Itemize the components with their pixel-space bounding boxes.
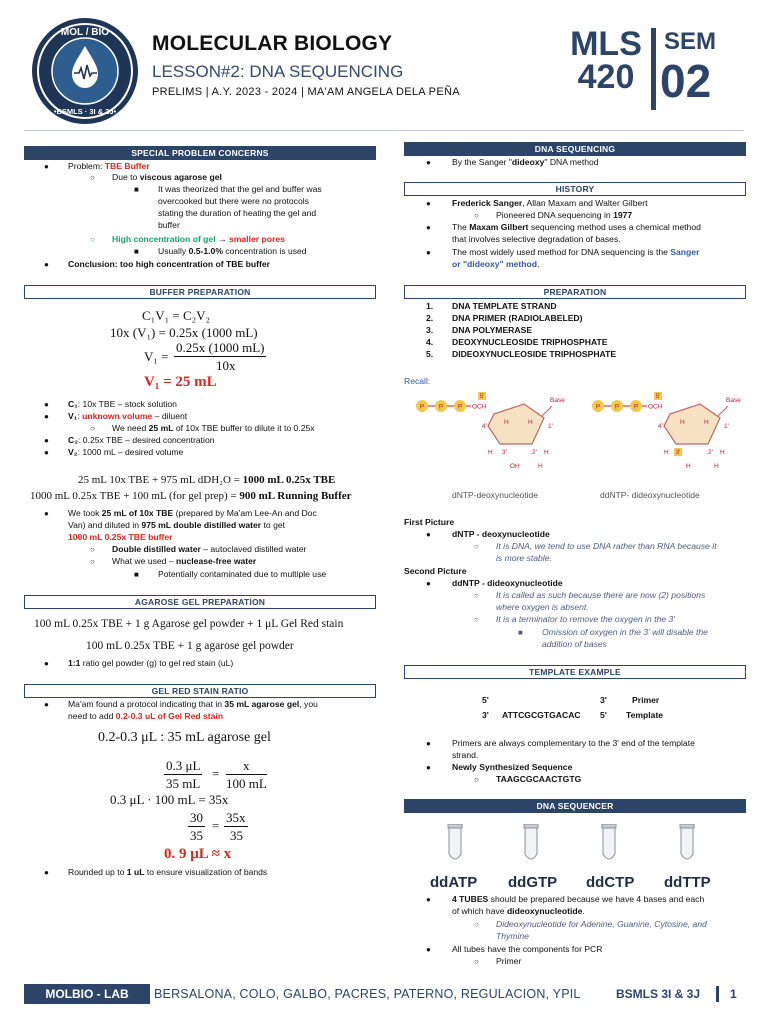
svg-text:1': 1' <box>548 423 553 430</box>
svg-text:H: H <box>714 463 719 470</box>
cause-line: Due to viscous agarose gel <box>112 172 222 182</box>
took-line-2: Van) and diluted in 975 mL double distilled water to get <box>68 520 286 530</box>
primer-item: Primer <box>496 956 522 966</box>
bullet: ○ <box>90 173 95 182</box>
svg-text:P: P <box>457 403 463 411</box>
dntp-structure <box>416 392 565 500</box>
bullet: ● <box>426 739 431 748</box>
water-used-line: What we used – nuclease-free water <box>112 556 257 566</box>
bullet: ● <box>426 895 431 904</box>
primer-note-1: Primers are always complementary to the 3' end of the template <box>452 738 695 748</box>
history-line-2: Pioneered DNA sequencing in 1977 <box>496 210 633 220</box>
svg-text:4': 4' <box>658 423 663 430</box>
ddntp-note-3: It is a terminator to remove the oxygen in the 3' <box>496 614 675 624</box>
primer-label: Primer <box>632 695 660 705</box>
dntp-term: dNTP - deoxynucleotide <box>452 529 550 539</box>
prep-item-dntp: DEOXYNUCLEOSIDE TRIPHOSPHATE <box>452 337 608 347</box>
bullet: ● <box>44 659 49 668</box>
c1-definition: C₁: 10x TBE – stock solution <box>68 399 177 409</box>
svg-text:H: H <box>686 463 691 470</box>
template-label: Template <box>626 710 664 720</box>
agarose-equation-full: 100 mL 0.25x TBE + 1 g Agarose gel powder + 1 μL Gel Red stain <box>34 618 344 630</box>
svg-text:3': 3' <box>675 449 681 456</box>
dntp-note-1: It is DNA, we tend to use DNA rather than RNA because it <box>496 541 717 551</box>
page-footer <box>24 984 744 1004</box>
history-line-5: The most widely used method for DNA sequencing is the Sanger <box>452 247 700 257</box>
svg-text:H: H <box>544 449 549 456</box>
tube-label-ddatp: ddATP <box>430 874 478 891</box>
concentration-line: High concentration of gel → smaller pores <box>112 234 285 244</box>
history-heading: HISTORY <box>404 182 746 196</box>
svg-text:2': 2' <box>532 449 537 456</box>
template-example-heading: TEMPLATE EXAMPLE <box>404 665 746 679</box>
ddntp-caption: ddNTP- dideoxynucleotide <box>600 490 700 500</box>
equation-substitution: 10x (V₁) = 0.25x (1000 mL) <box>110 325 258 340</box>
svg-text:P: P <box>633 403 639 411</box>
fraction-2-numerator: x <box>226 758 267 775</box>
special-problem-heading: SPECIAL PROBLEM CONCERNS <box>24 146 376 160</box>
course-code <box>566 25 646 96</box>
bullet: ○ <box>90 235 95 244</box>
equation-v1-denominator: 10x <box>216 358 236 373</box>
svg-text:H: H <box>528 419 533 426</box>
ddntp-note-5: addition of bases <box>542 639 607 649</box>
fraction-2-denominator: 100 mL <box>226 776 267 791</box>
equation-v1-lhs: V₁ = <box>144 349 169 364</box>
svg-text:H: H <box>680 419 685 426</box>
v2-definition: V₂: 1000 mL – desired volume <box>68 447 184 457</box>
primer-3-prime: 3' <box>600 695 607 705</box>
bullet: ■ <box>134 570 139 579</box>
bullet: ● <box>44 436 49 445</box>
tubes-note-1: 4 TUBES should be prepared because we have 4 bases and each <box>452 894 705 904</box>
svg-text:H: H <box>664 449 669 456</box>
bullet: ○ <box>90 424 95 433</box>
svg-text:H: H <box>704 419 709 426</box>
equation-v1-result: V₁ = 25 mL <box>144 374 217 390</box>
equation-dilution: C₁V₁ = C₂V₂ <box>142 308 211 323</box>
bullet: ■ <box>518 628 523 637</box>
buffer-preparation-heading: BUFFER PREPARATION <box>24 285 376 299</box>
svg-text:H: H <box>720 449 725 456</box>
svg-text:P: P <box>438 403 444 411</box>
svg-text:P: P <box>614 403 620 411</box>
semester-number: 02 <box>660 55 712 107</box>
bullet: ○ <box>90 545 95 554</box>
tubes-note-3: Dideoxynucleotide for Adenine, Guanine, Cytosine, and <box>496 919 707 929</box>
v1-explanation: We need 25 mL of 10x TBE buffer to dilute it to 0.25x <box>112 423 315 433</box>
double-distilled-line: Double distilled water – autoclaved distilled water <box>112 544 307 554</box>
cross-multiplication: 0.3 μL · 100 mL = 35x <box>110 792 229 807</box>
bullet: ○ <box>474 542 479 551</box>
history-line-4: that involves selective degradation of bases. <box>452 234 621 244</box>
tube-icon <box>680 824 694 859</box>
semester-label: SEM <box>664 28 717 55</box>
v1-definition: V₁: unknown volume – diluent <box>68 411 188 421</box>
logo-bottom-text: •BSMLS · 3I & 3J• <box>53 107 117 116</box>
agarose-gel-heading: AGAROSE GEL PREPARATION <box>24 595 376 609</box>
ddntp-note-1: It is called as such because there are now (2) positions <box>496 590 706 600</box>
footer-divider <box>716 986 719 1002</box>
footer-section: BSMLS 3I & 3J <box>616 987 701 1001</box>
prep-item-ddntp: DIDEOXYNUCLEOSIDE TRIPHOSPHATE <box>452 349 617 359</box>
svg-text:4': 4' <box>482 423 487 430</box>
bullet: ● <box>44 412 49 421</box>
tube-icon <box>602 824 616 859</box>
course-code-letters: MLS <box>570 25 642 63</box>
svg-text:OH: OH <box>510 463 520 470</box>
tubes-note-2: of which have dideoxynucleotide. <box>452 906 585 916</box>
bullet: ● <box>426 763 431 772</box>
bullet: ● <box>426 223 431 232</box>
second-picture-label: Second Picture <box>404 566 467 576</box>
equation-v1-numerator: 0.25x (1000 mL) <box>176 340 265 355</box>
svg-text:OCH: OCH <box>648 403 663 411</box>
gel-red-result: 0. 9 μL ≈ x <box>164 846 232 862</box>
theory-line-2: overcooked but there were no protocols <box>158 196 309 206</box>
bullet: ■ <box>134 247 139 256</box>
protocol-line-1: Ma'am found a protocol indicating that in 35 mL agarose gel, you <box>68 699 318 709</box>
svg-text:Base: Base <box>550 397 565 404</box>
prep-number: 1. <box>426 301 434 311</box>
ratio-equation: 0.2-0.3 μL : 35 mL agarose gel <box>98 730 271 745</box>
prep-number: 3. <box>426 325 434 335</box>
tube-label-ddttp: ddTTP <box>664 874 711 891</box>
fraction-1-denominator: 35 mL <box>166 776 201 791</box>
tube-icon <box>524 824 538 859</box>
fraction-4-denominator: 35 <box>230 828 243 843</box>
tube-icon <box>448 824 462 859</box>
header-divider <box>651 28 656 110</box>
tube-label-ddctp: ddCTP <box>586 874 635 891</box>
page-number: 1 <box>730 987 737 1001</box>
bullet: ● <box>44 448 49 457</box>
footer-authors: BERSALONA, COLO, GALBO, PACRES, PATERNO, REGULACION, YPIL <box>154 987 581 1001</box>
problem-line: Problem: TBE Buffer <box>68 161 150 171</box>
usual-concentration-line: Usually 0.5-1.0% concentration is used <box>158 246 307 256</box>
svg-text:5': 5' <box>655 393 661 400</box>
took-line-1: We took 25 mL of 10x TBE (prepared by Ma'am Lee-An and Doc <box>68 508 317 518</box>
fraction-3-denominator: 35 <box>190 828 203 843</box>
bullet: ○ <box>474 920 479 929</box>
logo-text: MOL / BIO <box>60 27 110 38</box>
course-logo <box>30 16 140 126</box>
ddntp-note-4: Omission of oxygen in the 3' will disable the <box>542 627 708 637</box>
protocol-line-2: need to add 0.2-0.3 uL of Gel Red stain <box>68 711 224 721</box>
bullet: ● <box>426 530 431 539</box>
svg-text:H: H <box>488 449 493 456</box>
prep-item-primer: DNA PRIMER (RADIOLABELED) <box>452 313 583 323</box>
gel-red-heading: GEL RED STAIN RATIO <box>24 684 376 698</box>
theory-line-4: buffer <box>158 220 180 230</box>
history-line-3: The Maxam Gilbert sequencing method uses a chemical method <box>452 222 701 232</box>
bullet: ● <box>426 248 431 257</box>
tubes-note-4: Thymine <box>496 931 529 941</box>
template-5-prime: 5' <box>600 710 607 720</box>
history-line-1: Frederick Sanger, Allan Maxam and Walter Gilbert <box>452 198 648 208</box>
svg-text:H: H <box>504 419 509 426</box>
conclusion-line: Conclusion: too high concentration of TBE buffer <box>68 259 270 269</box>
svg-text:Base: Base <box>726 397 741 404</box>
took-line-3: 1000 mL 0.25x TBE buffer <box>68 532 173 542</box>
bullet: ● <box>426 945 431 954</box>
dna-sequencing-heading: DNA SEQUENCING <box>404 142 746 156</box>
ddntp-note-2: where oxygen is absent. <box>496 602 589 612</box>
svg-text:OCH: OCH <box>472 403 487 411</box>
document-title: MOLECULAR BIOLOGY <box>152 32 393 55</box>
svg-text:P: P <box>595 403 601 411</box>
prep-number: 4. <box>426 337 434 347</box>
prep-number: 5. <box>426 349 434 359</box>
pcr-note: All tubes have the components for PCR <box>452 944 603 954</box>
lesson-title: LESSON#2: DNA SEQUENCING <box>152 62 404 81</box>
document-meta: PRELIMS | A.Y. 2023 - 2024 | MA'AM ANGELA DELA PEÑA <box>152 86 460 98</box>
history-line-6: or "dideoxy" method. <box>452 259 540 269</box>
prep-item-template: DNA TEMPLATE STRAND <box>452 301 557 311</box>
bullet: ○ <box>474 957 479 966</box>
tube-label-ddgtp: ddGTP <box>508 874 558 891</box>
bullet: ○ <box>474 615 479 624</box>
course-code-number: 420 <box>577 58 635 96</box>
bullet: ○ <box>90 557 95 566</box>
prep-number: 2. <box>426 313 434 323</box>
calculation-tbe: 25 mL 10x TBE + 975 mL dDH₂O = 1000 mL 0.25x TBE <box>78 474 336 486</box>
svg-text:1': 1' <box>724 423 729 430</box>
template-sequence: ATTCGCGTGACAC <box>502 710 581 720</box>
bullet: ○ <box>474 591 479 600</box>
svg-text:3': 3' <box>502 449 507 456</box>
fraction-4-numerator: 35x <box>226 810 246 825</box>
dna-sequencer-heading: DNA SEQUENCER <box>404 799 746 813</box>
bullet: ● <box>44 700 49 709</box>
bullet: ● <box>44 162 49 171</box>
fraction-1-numerator: 0.3 μL <box>166 758 201 773</box>
preparation-heading: PREPARATION <box>404 285 746 299</box>
fraction-equals: = <box>212 766 220 781</box>
svg-text:H: H <box>538 463 543 470</box>
header-rule <box>24 130 744 131</box>
theory-line-1: It was theorized that the gel and buffer was <box>158 184 322 194</box>
bullet: ■ <box>134 185 139 194</box>
contamination-line: Potentially contaminated due to multiple use <box>158 569 327 579</box>
sanger-method-line: By the Sanger "dideoxy" DNA method <box>452 157 599 167</box>
primer-5-prime: 5' <box>482 695 489 705</box>
template-3-prime: 3' <box>482 710 489 720</box>
bullet: ○ <box>474 775 479 784</box>
bullet: ● <box>44 868 49 877</box>
theory-line-3: stating the duration of heating the gel and <box>158 208 317 218</box>
svg-text:P: P <box>419 403 425 411</box>
ddntp-term: ddNTP - dideoxynucleotide <box>452 578 563 588</box>
svg-text:5': 5' <box>479 393 485 400</box>
svg-text:2': 2' <box>708 449 713 456</box>
footer-lab: MOLBIO - LAB <box>24 984 150 1004</box>
new-sequence: TAAGCGCAACTGTG <box>496 774 582 784</box>
ddntp-structure <box>592 392 741 500</box>
fraction-3-numerator: 30 <box>190 810 203 825</box>
calculation-running-buffer: 1000 mL 0.25x TBE + 100 mL (for gel prep) = 900 mL Running Buffer <box>30 490 352 502</box>
recall-label: Recall: <box>404 376 431 386</box>
first-picture-label: First Picture <box>404 517 455 527</box>
bullet: ● <box>426 199 431 208</box>
dntp-caption: dNTP-deoxynucleotide <box>452 490 538 500</box>
new-sequence-label: Newly Synthesized Sequence <box>452 762 573 772</box>
nucleotide-diagrams <box>404 388 746 504</box>
c2-definition: C₂: 0.25x TBE – desired concentration <box>68 435 215 445</box>
dntp-note-2: is more stable. <box>496 553 552 563</box>
bullet: ● <box>44 400 49 409</box>
rounded-line: Rounded up to 1 uL to ensure visualization of bands <box>68 867 268 877</box>
agarose-equation-short: 100 mL 0.25x TBE + 1 g agarose gel powder <box>86 640 294 652</box>
ratio-line: 1:1 ratio gel powder (g) to gel red stain (uL) <box>68 658 234 668</box>
bullet: ● <box>44 509 49 518</box>
bullet: ● <box>426 158 431 167</box>
bullet: ● <box>426 579 431 588</box>
fraction-equals-2: = <box>212 818 220 833</box>
bullet: ○ <box>474 211 479 220</box>
bullet: ● <box>44 260 49 269</box>
primer-note-2: strand. <box>452 750 479 760</box>
prep-item-polymerase: DNA POLYMERASE <box>452 325 533 335</box>
